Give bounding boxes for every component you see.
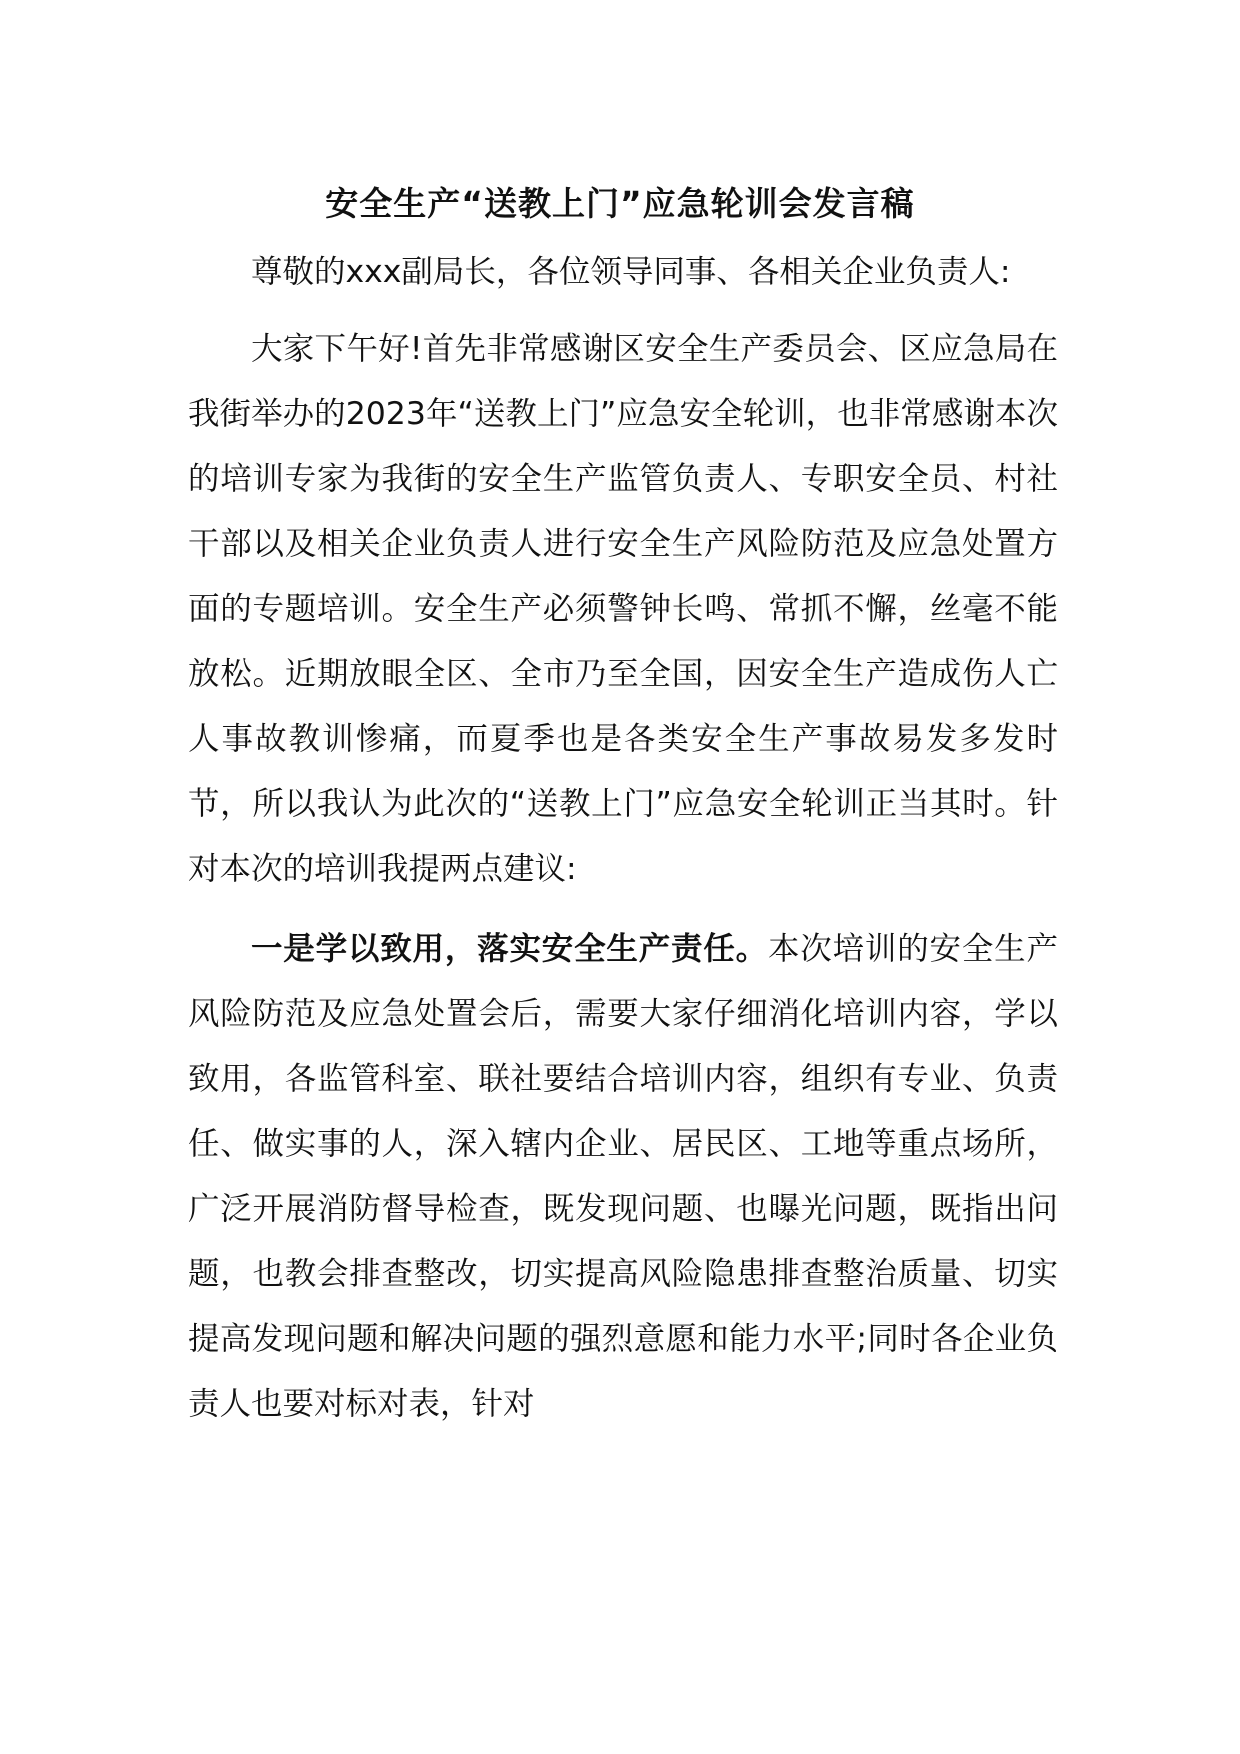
point-one-text: 本次培训的安全生产风险防范及应急处置会后，需要大家仔细消化培训内容，学以致用，各监管科室、联社要结合培训内容，组织有专业、负责任、做实事的人，深入辖内企业、居民区、工地等重点场所，广泛开展消防督导检查，既发现问题、也曝光问题，既指出问题，也教会排查整改，切实提高风险隐患排查整治质量、切实提高发现问题和解决问题的强烈意愿和能力水平;同时各企业负责人也要对标对表，针对 [188, 931, 1058, 1422]
document-title: 安全生产“送教上门”应急轮训会发言稿 [325, 184, 915, 223]
paragraph-opening: 大家下午好!首先非常感谢区安全生产委员会、区应急局在我街举办的2023年“送教上门”应急安全轮训，也非常感谢本次的培训专家为我街的安全生产监管负责人、专职安全员、村社干部以及相关企业负责人进行安全生产风险防范及应急处置方面的专题培训。安全生产必须警钟长鸣、常抓不懈，丝毫不能放松。近期放眼全区、全市乃至全国，因安全生产造成伤人亡人事故教训惨痛，而夏季也是各类安全生产事故易发多发时节，所以我认为此次的“送教上门”应急安全轮训正当其时。针对本次的培训我提两点建议: [188, 331, 1058, 887]
document-body [188, 240, 1058, 1452]
salutation: 尊敬的xxx副局长，各位领导同事、各相关企业负责人: [251, 254, 1011, 290]
paragraph-point-one [188, 917, 1058, 1437]
point-one-lead: 一是学以致用，落实安全生产责任。 [251, 931, 768, 967]
